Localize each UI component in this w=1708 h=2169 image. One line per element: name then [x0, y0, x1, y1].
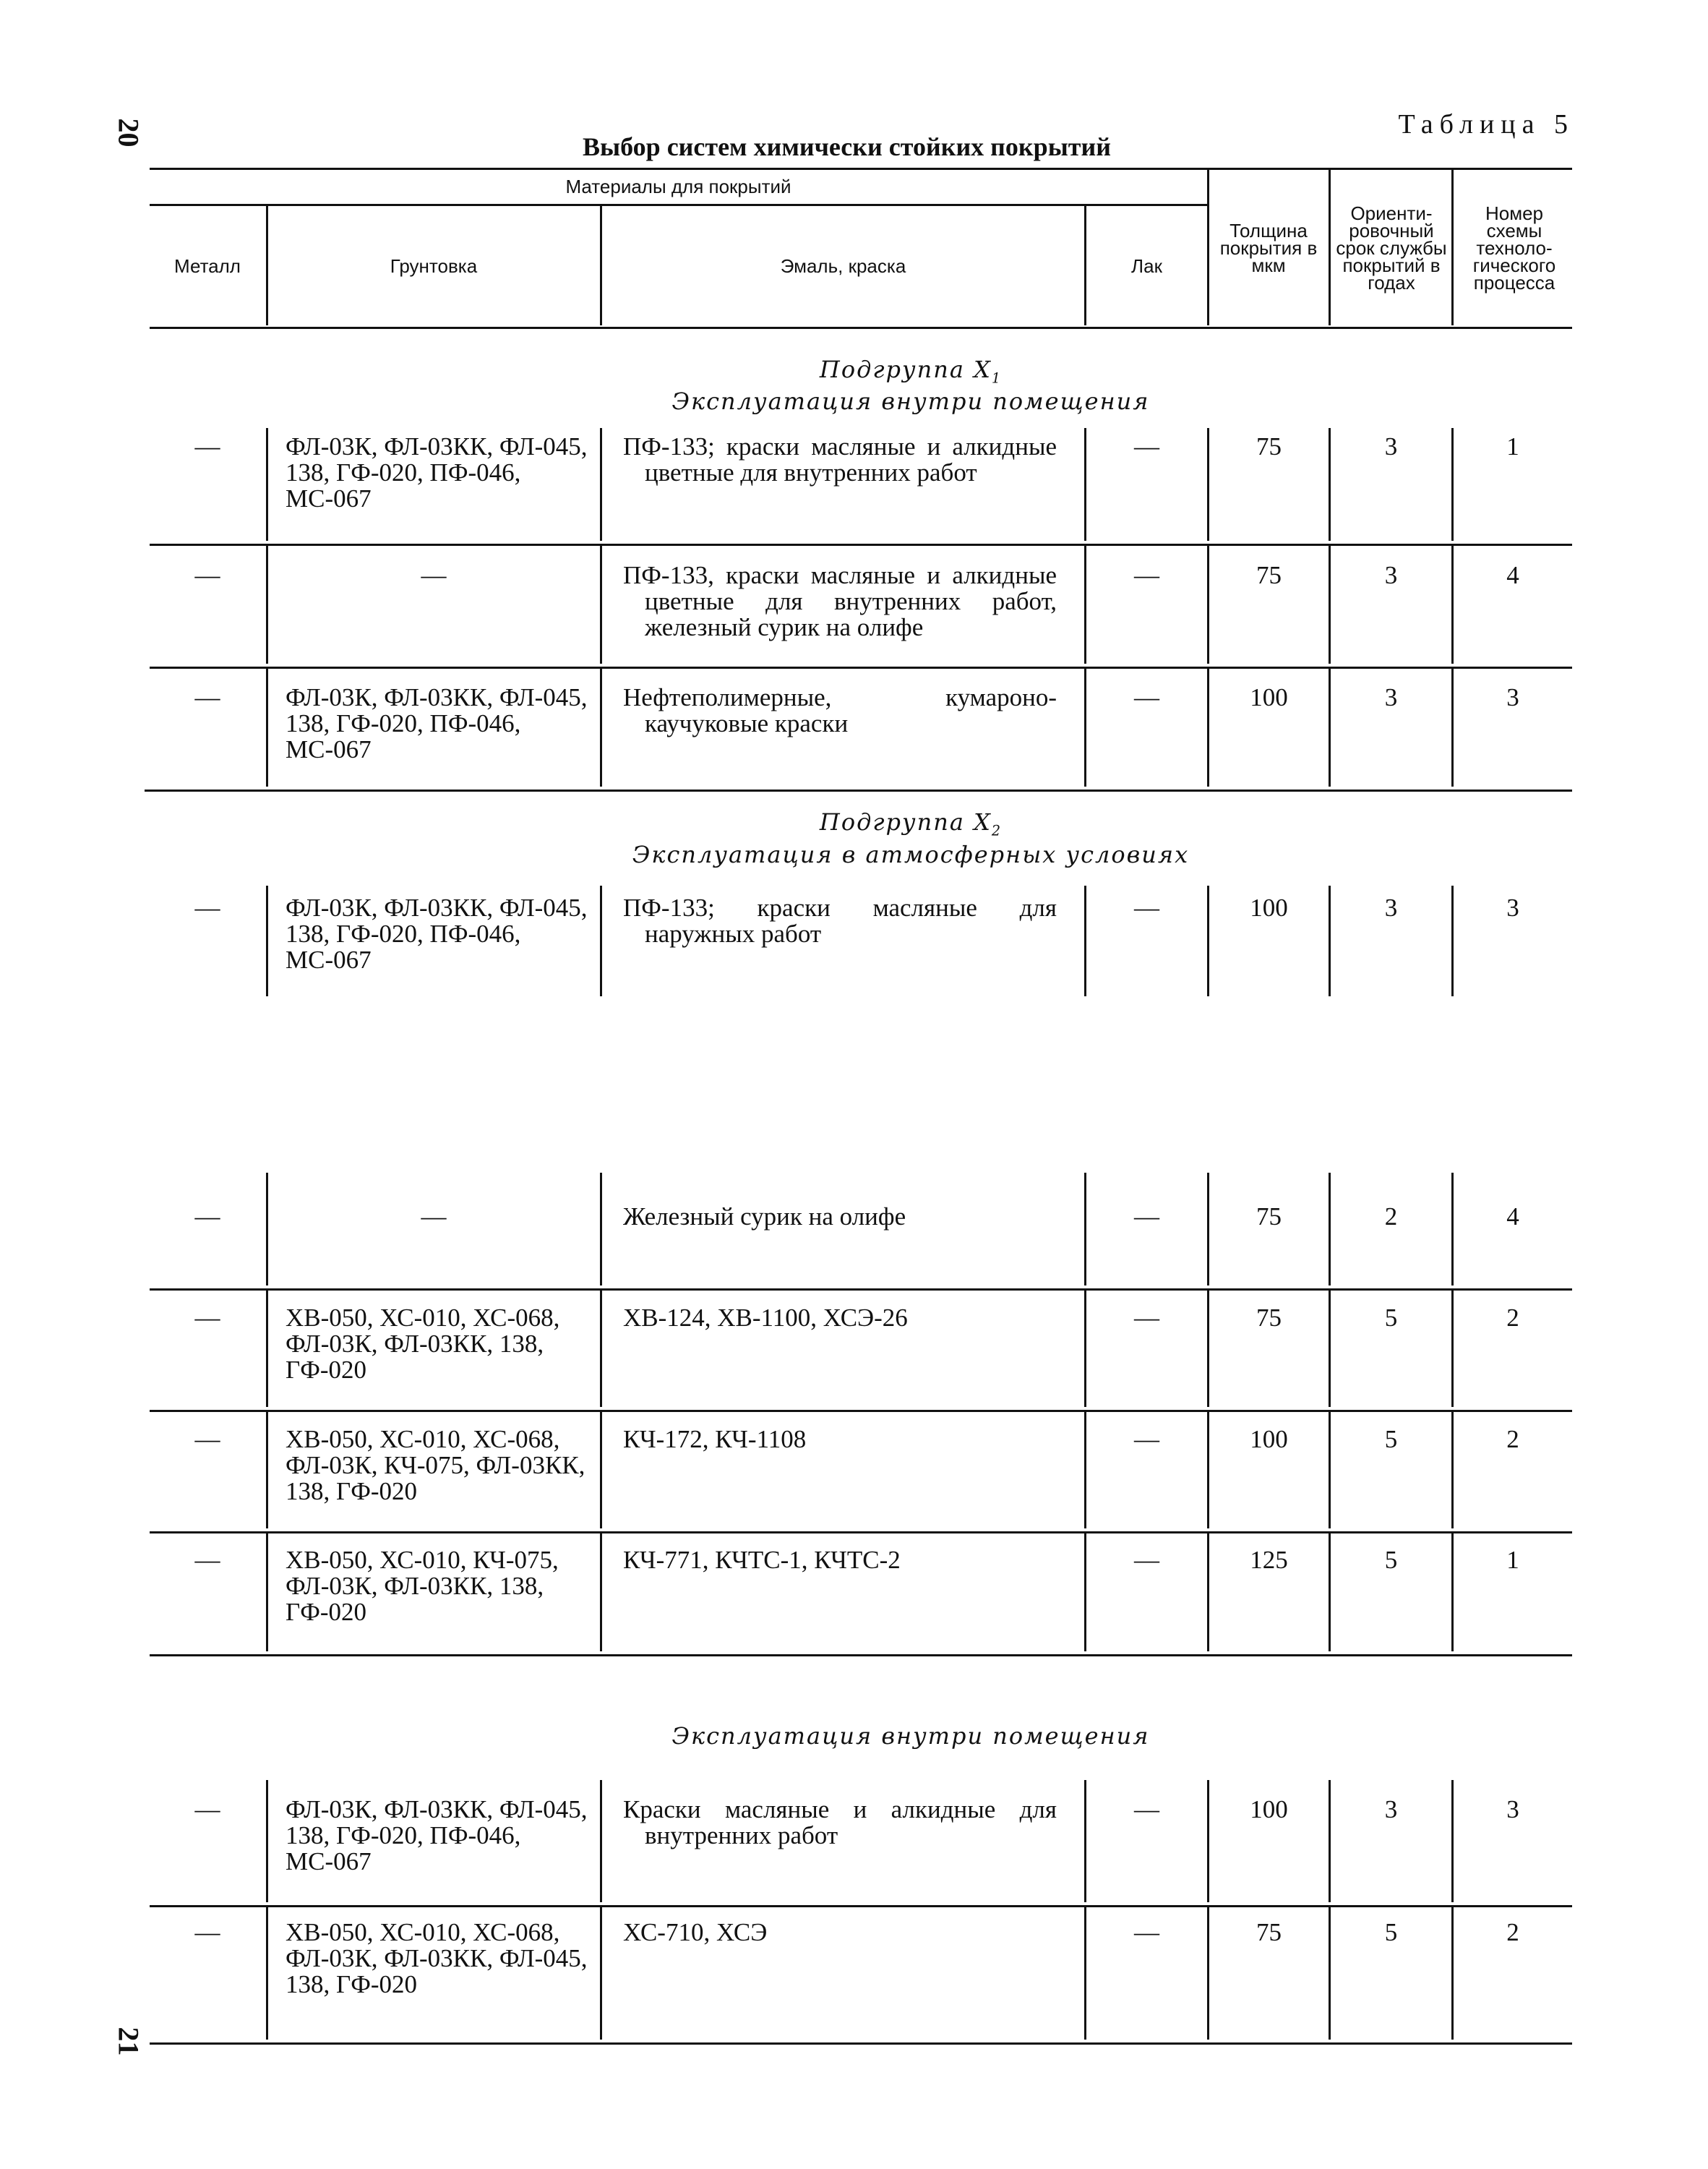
- hdr-vline: [1329, 170, 1331, 325]
- cell-metal: —: [194, 1795, 220, 1823]
- column-rule: [266, 1533, 268, 1651]
- column-rule: [600, 428, 602, 541]
- cell-enamel: ПФ-133; краски масляные для наружных работ: [623, 894, 1057, 948]
- cell-service-life: 3: [1384, 683, 1398, 711]
- column-rule: [600, 1780, 602, 1902]
- cell-service-life: 3: [1384, 432, 1398, 461]
- cell-scheme: 3: [1506, 894, 1519, 922]
- row-rule: [150, 544, 1572, 546]
- cell-scheme: 2: [1506, 1918, 1519, 1946]
- cell-primer: ХВ-050, ХС-010, ХС-068, ФЛ-03К, ФЛ-03КК, ФЛ-045, 138, ГФ-020: [286, 1918, 588, 1998]
- hdr-vline: [1451, 170, 1454, 325]
- cell-primer: —: [421, 1202, 447, 1231]
- cell-enamel: КЧ-771, КЧТС-1, КЧТС-2: [623, 1546, 901, 1574]
- cell-thickness: 100: [1250, 1795, 1288, 1823]
- cell-thickness: 75: [1256, 1304, 1282, 1332]
- cell-thickness: 75: [1256, 1202, 1282, 1231]
- cell-metal: —: [194, 432, 220, 461]
- subgroup-x1-condition: Эксплуатация внутри помещения: [671, 388, 1150, 415]
- cell-lacquer: —: [1134, 1795, 1159, 1823]
- header-lacquer: Лак: [1131, 254, 1162, 277]
- cell-scheme: 4: [1506, 561, 1519, 589]
- row-rule: [145, 790, 1572, 792]
- cell-thickness: 100: [1250, 1425, 1288, 1453]
- cell-metal: —: [194, 1918, 220, 1946]
- cell-enamel: Железный сурик на олифе: [623, 1202, 906, 1231]
- cell-service-life: 3: [1384, 894, 1398, 922]
- header-thickness: Толщина покрытия в мкм: [1219, 219, 1318, 276]
- cell-lacquer: —: [1134, 1546, 1159, 1574]
- column-rule: [266, 1907, 268, 2040]
- table-title: Выбор систем химически стойких покрытий: [583, 132, 1111, 161]
- cell-scheme: 2: [1506, 1304, 1519, 1332]
- cell-scheme: 4: [1506, 1202, 1519, 1231]
- hdr-vline: [1207, 170, 1209, 325]
- header-scheme-number: Номер схемы техноло- гического процесса: [1472, 202, 1556, 294]
- row-rule: [150, 1654, 1572, 1656]
- row-rule: [150, 2042, 1572, 2045]
- cell-lacquer: —: [1134, 432, 1159, 461]
- cell-metal: —: [194, 1546, 220, 1574]
- cell-primer: —: [421, 561, 447, 589]
- cell-enamel: КЧ-172, КЧ-1108: [623, 1425, 807, 1453]
- cell-primer: ФЛ-03К, ФЛ-03КК, ФЛ-045, 138, ГФ-020, ПФ-046, МС-067: [286, 683, 588, 763]
- cell-scheme: 3: [1506, 1795, 1519, 1823]
- row-rule: [150, 667, 1572, 669]
- column-rule: [266, 428, 268, 541]
- cell-scheme: 1: [1506, 1546, 1519, 1574]
- column-rule: [600, 546, 602, 664]
- column-rule: [600, 886, 602, 996]
- header-service-life: Ориенти- ровочный срок службы покрытий в годах: [1336, 202, 1447, 294]
- cell-metal: —: [194, 1425, 220, 1453]
- cell-enamel: ХВ-124, ХВ-1100, ХСЭ-26: [623, 1304, 908, 1332]
- indoor-condition-title: Эксплуатация внутри помещения: [671, 1722, 1150, 1750]
- column-rule: [266, 1780, 268, 1902]
- cell-primer: ФЛ-03К, ФЛ-03КК, ФЛ-045, 138, ГФ-020, ПФ-046, МС-067: [286, 432, 588, 513]
- header-materials: Материалы для покрытий: [565, 175, 791, 197]
- cell-lacquer: —: [1134, 1425, 1159, 1453]
- cell-enamel: ХС-710, ХСЭ: [623, 1918, 768, 1946]
- cell-metal: —: [194, 1304, 220, 1332]
- cell-lacquer: —: [1134, 561, 1159, 589]
- cell-scheme: 2: [1506, 1425, 1519, 1453]
- subgroup-x2-title: Подгруппа $X_2$: [819, 808, 1003, 839]
- column-rule: [266, 886, 268, 996]
- row-rule: [150, 1410, 1572, 1412]
- cell-primer: ФЛ-03К, ФЛ-03КК, ФЛ-045, 138, ГФ-020, ПФ-046, МС-067: [286, 1795, 588, 1875]
- cell-lacquer: —: [1134, 894, 1159, 922]
- column-rule: [600, 669, 602, 787]
- cell-primer: ФЛ-03К, ФЛ-03КК, ФЛ-045, 138, ГФ-020, ПФ-046, МС-067: [286, 894, 588, 974]
- cell-thickness: 100: [1250, 894, 1288, 922]
- table-label: Таблица 5: [1398, 109, 1574, 140]
- cell-scheme: 1: [1506, 432, 1519, 461]
- header-metal: Металл: [174, 254, 241, 277]
- header-primer: Грунтовка: [390, 254, 478, 277]
- cell-metal: —: [194, 561, 220, 589]
- cell-lacquer: —: [1134, 683, 1159, 711]
- header-bottom-rule: [150, 327, 1572, 329]
- cell-scheme: 3: [1506, 683, 1519, 711]
- column-rule: [600, 1291, 602, 1407]
- column-rule: [600, 1533, 602, 1651]
- cell-thickness: 125: [1250, 1546, 1288, 1574]
- cell-service-life: 5: [1384, 1425, 1398, 1453]
- column-rule: [600, 1412, 602, 1528]
- page-number-top: 20: [112, 118, 145, 147]
- cell-service-life: 5: [1384, 1546, 1398, 1574]
- cell-service-life: 2: [1384, 1202, 1398, 1231]
- cell-service-life: 3: [1384, 1795, 1398, 1823]
- row-rule: [150, 1531, 1572, 1533]
- row-rule: [150, 1905, 1572, 1907]
- cell-enamel: Нефтеполимерные, кумароно-каучуковые краски: [623, 683, 1057, 737]
- subgroup-x1-title: Подгруппа $X_1$: [819, 356, 1003, 387]
- cell-metal: —: [194, 683, 220, 711]
- column-rule: [266, 1291, 268, 1407]
- subgroup-x2-condition: Эксплуатация в атмосферных условиях: [632, 841, 1190, 868]
- cell-thickness: 75: [1256, 432, 1282, 461]
- cell-thickness: 75: [1256, 561, 1282, 589]
- cell-metal: —: [194, 1202, 220, 1231]
- cell-lacquer: —: [1134, 1202, 1159, 1231]
- row-rule: [150, 1288, 1572, 1291]
- page-number-bottom: 21: [112, 2027, 145, 2056]
- cell-service-life: 5: [1384, 1918, 1398, 1946]
- header-enamel: Эмаль, краска: [780, 254, 906, 277]
- cell-primer: ХВ-050, ХС-010, ХС-068, ФЛ-03К, ФЛ-03КК, 138, ГФ-020: [286, 1304, 560, 1384]
- cell-primer: ХВ-050, ХС-010, ХС-068, ФЛ-03К, КЧ-075, ФЛ-03КК, 138, ГФ-020: [286, 1425, 585, 1505]
- cell-enamel: Краски масляные и алкидные для внутренних работ: [623, 1795, 1057, 1849]
- cell-thickness: 75: [1256, 1918, 1282, 1946]
- cell-service-life: 5: [1384, 1304, 1398, 1332]
- cell-enamel: ПФ-133, краски масляные и алкидные цветные для внутренних работ, железный сурик на олифе: [623, 561, 1057, 641]
- cell-lacquer: —: [1134, 1918, 1159, 1946]
- column-rule: [266, 669, 268, 787]
- column-rule: [266, 1412, 268, 1528]
- column-rule: [600, 1173, 602, 1285]
- cell-thickness: 100: [1250, 683, 1288, 711]
- cell-primer: ХВ-050, ХС-010, КЧ-075, ФЛ-03К, ФЛ-03КК, 138, ГФ-020: [286, 1546, 559, 1626]
- cell-lacquer: —: [1134, 1304, 1159, 1332]
- cell-service-life: 3: [1384, 561, 1398, 589]
- cell-enamel: ПФ-133; краски масляные и алкидные цветные для внутренних работ: [623, 432, 1057, 487]
- column-rule: [600, 1907, 602, 2040]
- cell-metal: —: [194, 894, 220, 922]
